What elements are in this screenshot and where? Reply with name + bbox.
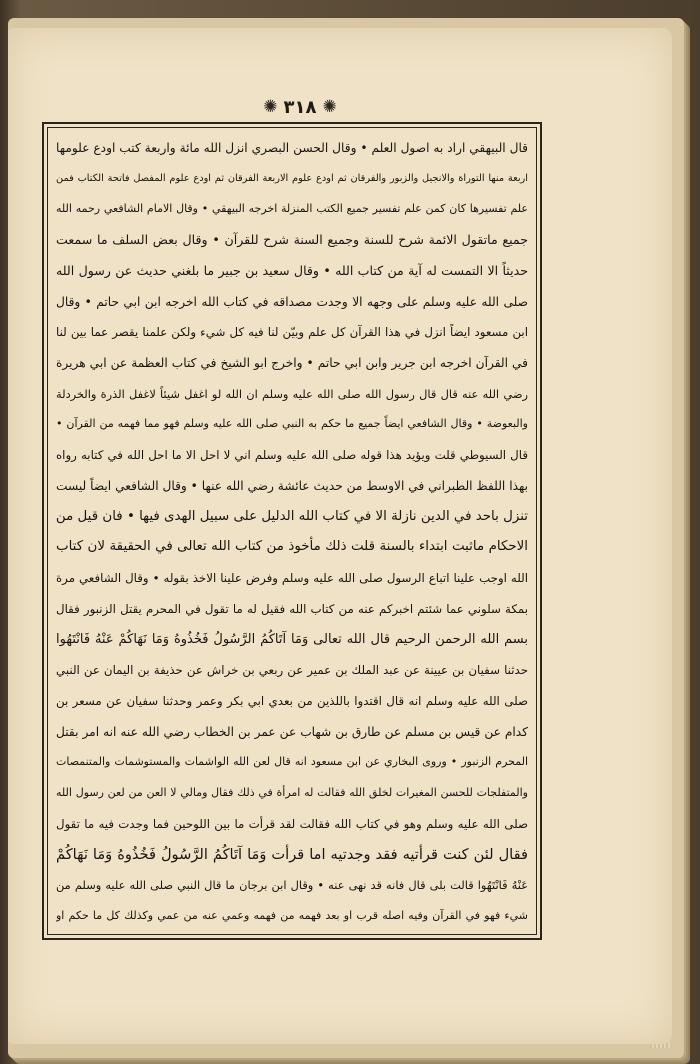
text-line: رضي الله عنه قال قال رسول الله صلى الله عليه وسلم ان الله لو اغفل شيئاً لاغفل الذرة والخردلة (56, 386, 528, 401)
text-block (47, 127, 537, 935)
text-line: صلى الله عليه وسلم على وجهه الا وجدت مصداقه في كتاب الله اخرجه ابن ابي حاتم • وقال (56, 294, 528, 309)
page-number: ٣١٨ (283, 96, 317, 118)
text-line: صلى الله عليه وسلم انه قال اقتدوا باللذين من بعدي ابي بكر وعمر وحدثنا سفيان عن مسعر بن (56, 693, 528, 708)
text-line: شيء فهو في القرآن وفيه اصله قرب او بعد فهمه من فهمه وعمي عنه من عمي وكذلك كل ما حكم او (56, 908, 528, 922)
text-line: في القرآن اخرجه ابن جرير وابن ابي حاتم • واخرج ابو الشيخ في كتاب العظمة عن ابي هريرة (56, 356, 528, 371)
text-line: والبعوضة • وقال الشافعي ايضاً جميع ما حكم به النبي صلى الله عليه وسلم فهو مما فهمه من القرآن • (56, 417, 528, 431)
text-line: تنزل باحد في الدين نازلة الا في كتاب الله الدليل على سبيل الهدى فيها • فان قيل من (56, 508, 528, 524)
page-header (250, 92, 350, 122)
text-line: حديثاً الا التمست له آية من كتاب الله • وقال سعيد بن جبير ما بلغني حديث عن رسول الله (56, 262, 528, 278)
text-line: حدثنا سفيان بن عيينة عن عبد الملك بن عمير عن ربعي بن خراش عن حذيفة بن اليمان عن النبي (56, 663, 528, 678)
text-line: الله اوجب علينا اتباع الرسول صلى الله عليه وسلم وفرض علينا الاخذ بقوله • وقال الشافعي مرة (56, 571, 528, 586)
text-line: عَنْهُ فَانْتَهُوا قالت بلى قال فانه قد نهى عنه • وقال ابن برجان ما قال النبي صلى الله عليه وسلم من (56, 878, 528, 893)
text-line: اربعة منها التوراة والانجيل والزبور والفرقان ثم اودع علوم الاربعة الفرقان ثم اودع علوم المفصل فاتحة الكتاب فمن (56, 172, 528, 184)
text-line: صلى الله عليه وسلم وهو في كتاب الله فقالت لقد قرأت ما بين اللوحين فما وجدت فيه ما تقول (56, 816, 528, 831)
text-line: قال البيهقي اراد به اصول العلم • وقال الحسن البصري انزل الله مائة واربعة كتب اودع علومها (56, 141, 528, 155)
text-line: قال السيوطي قلت ويؤيد هذا قوله صلى الله عليه وسلم اني لا احل الا ما احل الله في كتابه رواه (56, 448, 528, 463)
ornament-right-icon: ✺ (263, 96, 278, 117)
text-line: بهذا اللفظ الطبراني في الاوسط من حديث عائشة رضي الله عنها • وقال الشافعي ايضاً ليست (56, 478, 528, 493)
text-line: جميع ماتقول الائمة شرح للسنة وجميع السنة شرح للقرآن • وقال بعض السلف ما سمعت (56, 232, 528, 248)
ornament-left-icon: ✺ (322, 96, 337, 117)
text-frame (42, 122, 542, 940)
text-line: بسم الله الرحمن الرحيم قال الله تعالى وَمَا آتَاكُمُ الرَّسُولُ فَخُذُوهُ وَمَا نَهَاكُمْ عَنْهُ فَانْتَهُوا (56, 631, 528, 647)
text-line: كدام عن قيس بن مسلم عن طارق بن شهاب عن عمر بن الخطاب رضي الله عنه انه امر بقتل (56, 724, 528, 739)
text-line: الاحكام ماثبت ابتداء بالسنة قلت ذلك مأخوذ من كتاب الله تعالى في الحقيقة لان كتاب (56, 539, 528, 555)
text-line: فقال لئن كنت قرأتيه فقد وجدتيه اما قرأت وَمَا آتَاكُمُ الرَّسُولُ فَخُذُوهُ وَمَا نَهَاكُمْ (56, 845, 528, 863)
text-line: ابن مسعود ايضاً انزل في هذا القرآن كل علم وبيّن لنا فيه كل شيء ولكن علمنا يقصر عما بين لنا (56, 325, 528, 340)
text-line: المحرم الزنبور • وروى البخاري عن ابن مسعود انه قال لعن الله الواشمات والمستوشمات والمتنمصات (56, 755, 528, 769)
text-line: بمكة سلوني عما شئتم اخبركم عنه من كتاب الله فقيل له ما تقول في المحرم يقتل الزنبور فقال (56, 601, 528, 616)
text-line: علم تفسيرها كان كمن علم تفسير جميع الكتب المنزلة اخرجه البيهقي • وقال الامام الشافعي رحمه الله (56, 202, 528, 216)
text-line: والمتفلجات للحسن المغيرات لخلق الله فقالت له امرأة في ذلك فقال ومالي لا العن من لعن رسول الله (56, 786, 528, 800)
